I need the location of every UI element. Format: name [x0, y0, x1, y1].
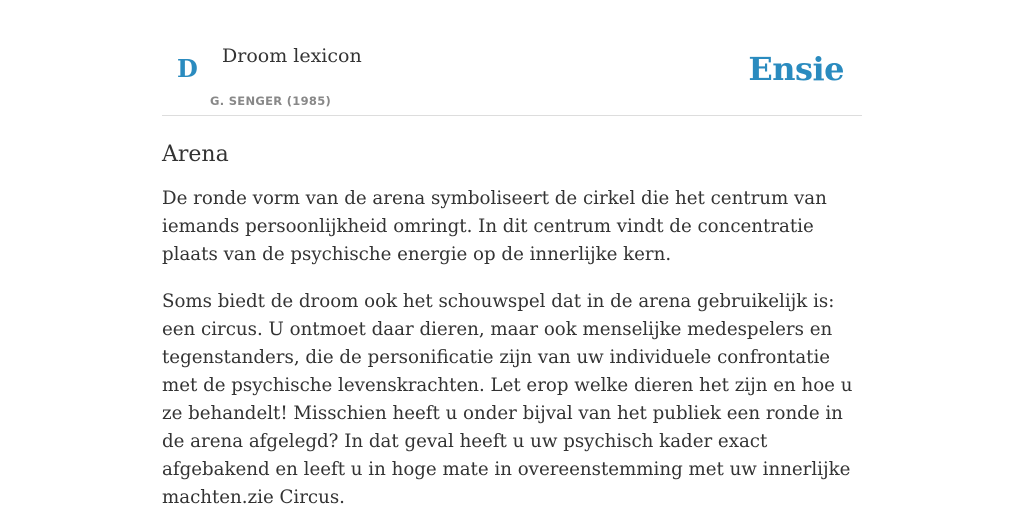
ensie-logo-link[interactable]: Ensie	[748, 50, 844, 88]
source-logo-letter: D	[177, 54, 198, 83]
source-title[interactable]: Droom lexicon	[222, 45, 362, 67]
definition-paragraph: De ronde vorm van de arena symboliseert de cirkel die het centrum van iemands persoonlijkheid omringt. In dit centrum vindt de concentratie plaats van de psychische energie op de innerlijke kern.	[162, 188, 827, 265]
source-author: G. SENGER (1985)	[210, 94, 332, 108]
source-header	[162, 0, 862, 116]
entry-card	[162, 0, 862, 531]
definition-paragraph: Soms biedt de droom ook het schouwspel dat in de arena gebruikelijk is: een circus. U ontmoet daar dieren, maar ook menselijke medespelers en tegenstanders, die de personificatie zijn van uw individuele confrontatie met de psychische levenskrachten. Let erop welke dieren het zijn en hoe u ze behandelt! Misschien heeft u onder bijval van het publiek een ronde in de arena afgelegd? In dat geval heeft u uw psychisch kader exact afgebakend en leeft u in hoge mate in overeenstemming met uw innerlijke machten.zie Circus.	[162, 291, 853, 508]
entry-definition	[162, 185, 862, 512]
entry-term-heading: Arena	[162, 142, 229, 167]
